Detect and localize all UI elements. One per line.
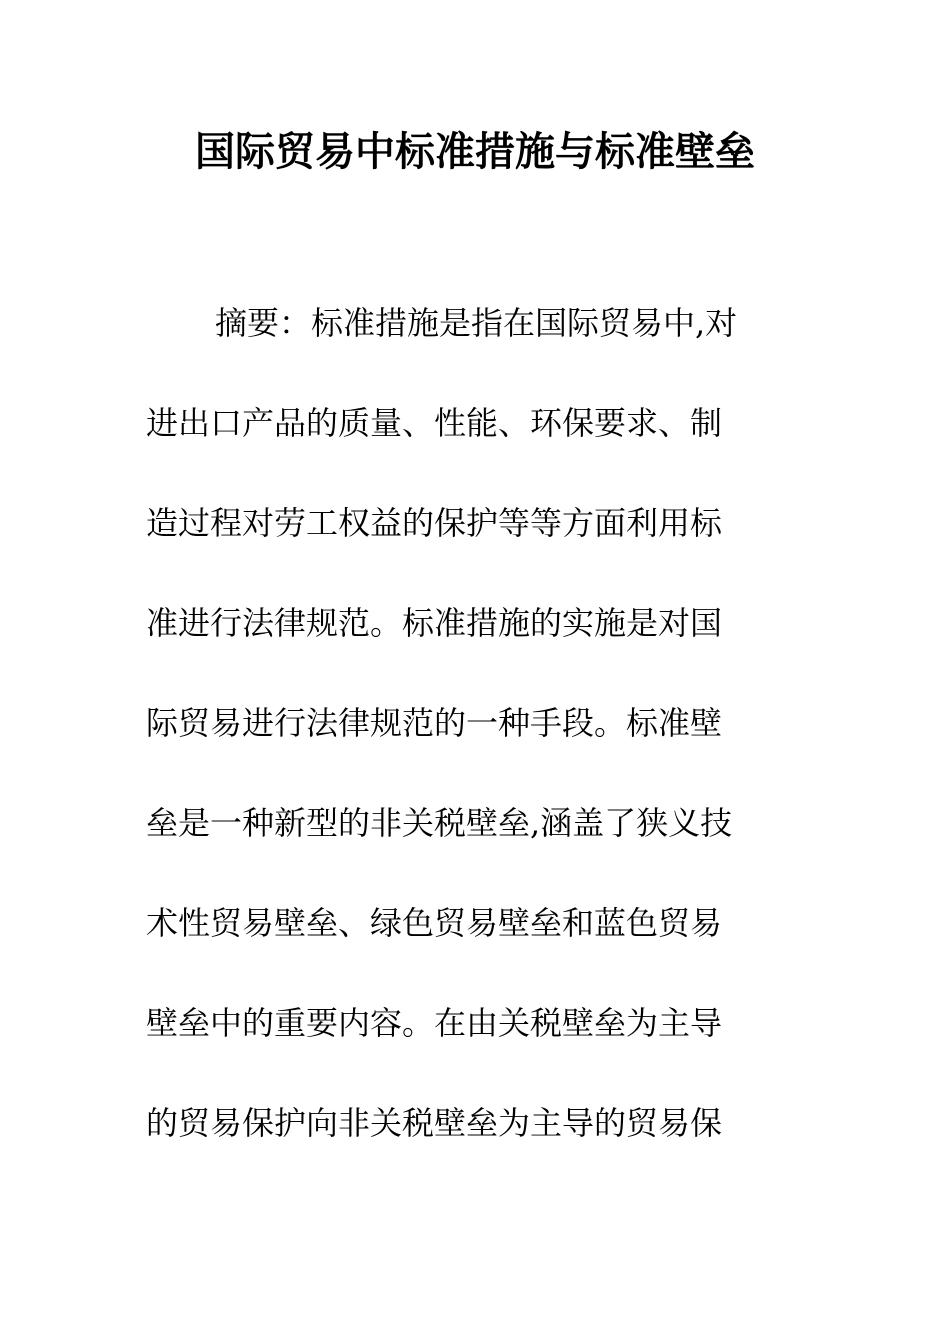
body-line-7: 术性贸易壁垒、绿色贸易壁垒和蓝色贸易	[146, 904, 723, 942]
body-line-2: 进出口产品的质量、性能、环保要求、制	[146, 404, 723, 442]
body-line-5: 际贸易进行法律规范的一种手段。标准壁	[146, 704, 723, 742]
body-line-1: 摘要：标准措施是指在国际贸易中,对	[215, 304, 738, 342]
body-line-8: 壁垒中的重要内容。在由关税壁垒为主导	[146, 1004, 723, 1042]
document-title: 国际贸易中标准措施与标准壁垒	[195, 128, 755, 175]
body-line-6: 垒是一种新型的非关税壁垒,涵盖了狭义技	[146, 804, 733, 842]
body-line-9: 的贸易保护向非关税壁垒为主导的贸易保	[146, 1104, 723, 1142]
body-line-3: 造过程对劳工权益的保护等等方面利用标	[146, 504, 723, 542]
body-line-4: 准进行法律规范。标准措施的实施是对国	[146, 604, 723, 642]
